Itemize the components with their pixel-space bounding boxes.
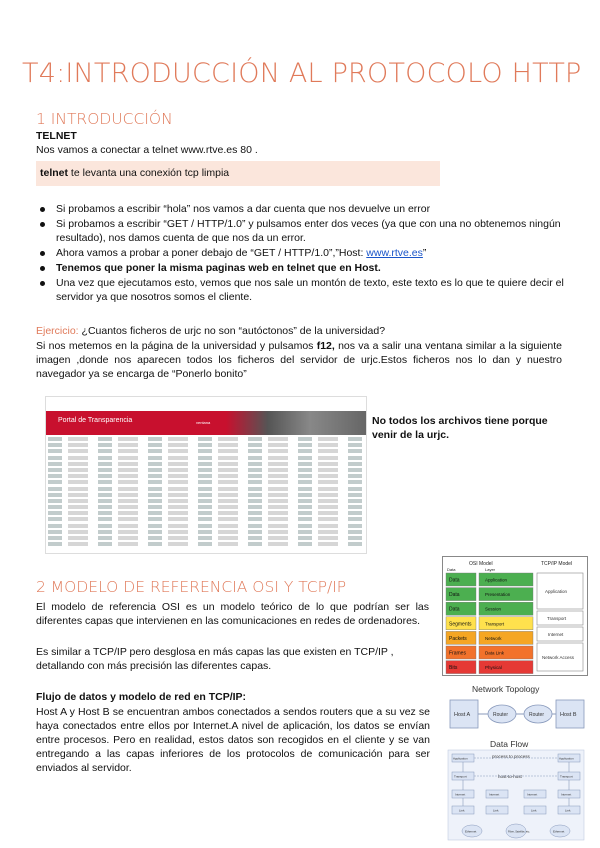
list-item: Si probamos a escribir “hola” nos vamos a dar cuenta que nos devuelve un error [56, 202, 584, 216]
osi-layer-name-5: Data Link [485, 650, 505, 656]
callout-box [36, 161, 440, 186]
screenshot-photo [226, 411, 366, 435]
rtve-link[interactable]: www.rtve.es [366, 247, 423, 259]
callout-bold: telnet [40, 167, 69, 179]
flow-app-a-label: Application [453, 756, 468, 761]
flow-internet-r1-label: Internet [489, 792, 500, 797]
flow-ethernet-a-label: Ethernet [465, 829, 477, 834]
osi-layer-name-4: Network [485, 635, 502, 641]
tcpip-title: TCP/IP Model [541, 561, 573, 567]
bullet-dot-icon [40, 251, 45, 256]
screenshot-banner [46, 411, 366, 435]
section-heading-introduccion: 1 INTRODUCCIÓN [36, 110, 173, 128]
flow-fiber-label: Fiber, Satellite, etc. [508, 830, 531, 834]
topology-heading: Network Topology [472, 684, 540, 694]
flow-h2h-label: host-to-host [498, 774, 522, 779]
network-topology-diagram [446, 684, 586, 734]
tcpip-network-access: Network Access [542, 655, 575, 660]
flow-app-b-label: Application [559, 756, 574, 761]
osi-data-label-5: Frames [449, 650, 466, 657]
bullet-dot-icon [40, 207, 45, 212]
osi-layer-name-6: Physical [485, 665, 502, 671]
osi-data-label-1: Data [449, 592, 460, 599]
tcpip-internet: Internet [548, 632, 564, 637]
host-a-label: Host A [454, 712, 471, 718]
osi-layer-name-2: Session [485, 606, 502, 612]
list-item: Una vez que ejecutamos esto, vemos que nos sale un montón de texto, este texto es lo que te quiere decir el servidor ya que nosotros somos el cliente. [56, 276, 584, 304]
osi-tcpip-diagram [442, 556, 588, 676]
osi-layer-label: Layer [485, 567, 496, 572]
telnet-bullet-list [36, 202, 584, 305]
intro-text: Nos vamos a conectar a telnet www.rtve.es 80 . [36, 144, 258, 156]
flow-p2p-label: process to process [492, 754, 530, 759]
router-1-label: Router [493, 712, 509, 718]
list-item: Ahora vamos a probar a poner debajo de “GET / HTTP/1.0”,”Host: www.rtve.es” [56, 246, 584, 260]
osi-data-label-2: Data [449, 606, 460, 613]
bullet-dot-icon [40, 281, 45, 286]
host-b-label: Host B [560, 712, 577, 718]
osi-title: OSI Model [469, 561, 493, 567]
screenshot-banner-text: ventana [196, 420, 211, 425]
subheading-telnet: TELNET [36, 130, 77, 142]
tcpip-application: Application [545, 589, 568, 594]
osi-data-label-4: Packets [449, 635, 467, 642]
flow-diagram-heading: Data Flow [490, 739, 529, 749]
section-heading-osi: 2 MODELO DE REFERENCIA OSI Y TCP/IP [36, 578, 347, 596]
flow-internet-r2-label: Internet [527, 792, 538, 797]
data-flow-diagram [446, 738, 586, 842]
list-item: Tenemos que poner la misma paginas web en telnet que en Host. [56, 261, 584, 275]
osi-layer-name-0: Application [485, 577, 508, 583]
ejercicio-paragraph: Si nos metemos en la página de la universidad y pulsamos f12, nos va a salir una ventana similar a la siguiente imagen ,donde nos aparecen todos los ficheros del servidor de urjc.Estos ficheros nos lo dan y nuestro navegador ya se encarga de “Ponerlo bonito” [36, 340, 563, 380]
osi-paragraph-2: Es similar a TCP/IP pero desglosa en más capas las que existen en TCP/IP , detallando con más precisión las diferentes capas. [36, 646, 394, 672]
flow-ethernet-b-label: Ethernet [553, 829, 565, 834]
network-rows [48, 437, 364, 548]
ejercicio-question: Ejercicio: ¿Cuantos ficheros de urjc no son “autóctonos” de la universidad? [36, 325, 386, 337]
bullet-dot-icon [40, 222, 45, 227]
flow-transport-a-label: Transport [454, 774, 467, 779]
list-item: Si probamos a escribir “GET / HTTP/1.0” y pulsamos enter dos veces (ya que con una no obtenemos ningún resultado), nos damos cuenta de que nos da un error. [56, 217, 584, 245]
bullet-dot-icon [40, 266, 45, 271]
osi-layer-name-3: Transport [485, 621, 505, 627]
osi-data-label: Data [447, 567, 456, 572]
osi-paragraph-1: El modelo de referencia OSI es un modelo teórico de lo que podrían ser las diferentes capas que intervienen en las comunicaciones en redes de ordenadores. [36, 601, 429, 627]
osi-data-label-6: Bits [449, 665, 458, 672]
osi-data-label-3: Segments [449, 621, 472, 628]
screenshot-site-name: Portal de Transparencia [58, 417, 133, 424]
callout-text: te levanta una conexión tcp limpia [68, 167, 230, 179]
osi-data-label-0: Data [449, 577, 460, 584]
page-title: T4:INTRODUCCIÓN AL PROTOCOLO HTTP [22, 58, 582, 89]
flow-link-b-label: Link [565, 808, 571, 813]
flow-link-r1-label: Link [493, 808, 499, 813]
devtools-screenshot [45, 396, 367, 554]
ejercicio-label: Ejercicio: [36, 325, 79, 337]
tcpip-transport: Transport [547, 616, 567, 621]
side-note: No todos los archivos tiene porque venir de la urjc. [372, 415, 548, 441]
screenshot-topbar [46, 397, 366, 412]
flow-paragraph: Host A y Host B se encuentran ambos conectados a sendos routers que a su vez se haya conectados entre ellos por Internet.A nivel de aplicación, los datos se envían entre procesos. Pero en realidad, estos datos son recogidos en el cliente y se van entregando a las capas inferiores de los protocolos de comunicación para ser enviados al servidor. [36, 706, 430, 774]
flow-transport-b-label: Transport [560, 774, 573, 779]
flow-link-a-label: Link [459, 808, 465, 813]
flow-internet-a-label: Internet [455, 792, 466, 797]
flow-heading: Flujo de datos y modelo de red en TCP/IP: [36, 691, 247, 703]
flow-internet-b-label: Internet [561, 792, 572, 797]
osi-layer-name-1: Presentation [485, 592, 511, 598]
router-2-label: Router [529, 712, 545, 718]
flow-link-r2-label: Link [531, 808, 537, 813]
